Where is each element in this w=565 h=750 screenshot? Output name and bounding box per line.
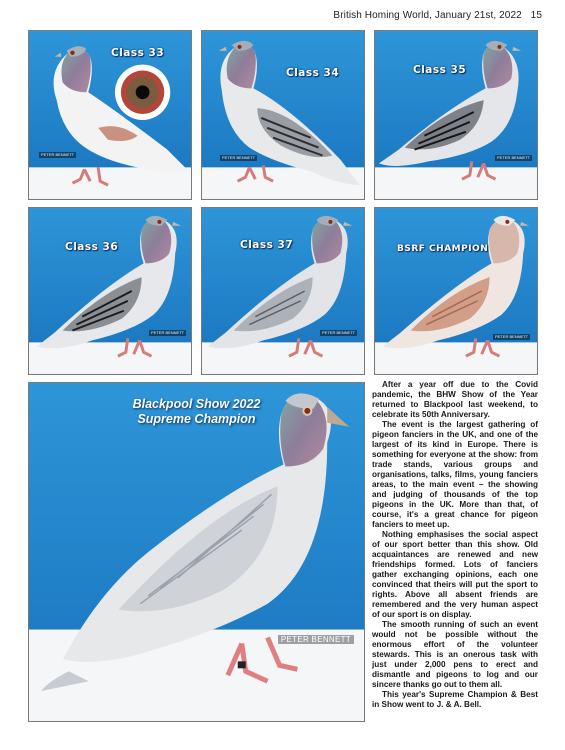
article-paragraph: After a year off due to the Covid pandemic, the BHW Show of the Year returned to Blackpool last weekend, to celebrate its 50th Anniversary.: [372, 380, 538, 419]
photo-credit: PETER BENNETT: [497, 155, 531, 160]
article-paragraph: Nothing emphasises the social aspect of our sport better than this show. Old acquaintances are renewed and new friendships formed. Lots of fanciers gather exchanging opinions, each one convinced that theirs will put the sport to rights. Above all absent friends are remembered and the very human aspect of our sport is on display.: [372, 530, 538, 619]
photo-credit: PETER BENNETT: [151, 330, 185, 335]
photo-class-36: [28, 207, 192, 375]
photo-bsrf-champion: [374, 207, 538, 375]
class-label: Class 34: [286, 67, 340, 79]
class-label: Class 37: [240, 239, 294, 251]
page-number: 15: [530, 10, 542, 21]
photo-supreme-champion: [28, 382, 365, 722]
pigeon-image: [202, 208, 364, 374]
class-label: BSRF CHAMPION: [397, 244, 489, 254]
class-label: Class 35: [413, 64, 467, 76]
photo-class-35: [374, 30, 538, 200]
article-paragraph: The smooth running of such an event would not be possible without the enormous effort of the volunteer stewards. This is an onerous task with just under 2,000 pens to erect and dismantle and pigeons to log and our sincere thanks go out to them all.: [372, 620, 538, 689]
photo-class-34: [201, 30, 365, 200]
feature-title-line2: Supreme Champion: [137, 412, 256, 426]
article-paragraph: This year's Supreme Champion & Best in Show went to J. & A. Bell.: [372, 690, 538, 709]
class-label: Class 33: [111, 47, 165, 59]
feature-photo-credit: PETER BENNETT: [278, 635, 354, 644]
pigeon-image: [375, 208, 537, 374]
pigeon-image: [202, 31, 364, 199]
pigeon-image: [375, 31, 537, 199]
photo-credit: PETER BENNETT: [41, 152, 75, 157]
pigeon-image: [29, 383, 364, 721]
pigeon-image: [29, 208, 191, 374]
photo-credit: PETER BENNETT: [322, 330, 356, 335]
photo-credit: PETER BENNETT: [495, 334, 529, 339]
article-paragraph: The event is the largest gathering of pigeon fanciers in the UK, and one of the largest of its kind in Europe. There is something for everyone at the show: from trade stands, various groups and organisations, talks, films, young fanciers areas, to the main event – the showing and judging of thousands of the top pigeons in the UK. More than that, of course, it's a great chance for pigeon fanciers to meet up.: [372, 420, 538, 529]
photo-credit: PETER BENNETT: [222, 155, 256, 160]
page-header: [333, 10, 542, 21]
photo-class-33: [28, 30, 192, 200]
photo-class-37: [201, 207, 365, 375]
publication-line: British Homing World, January 21st, 2022: [333, 10, 522, 21]
feature-title: [29, 397, 364, 427]
feature-title-line1: Blackpool Show 2022: [132, 397, 261, 411]
pigeon-image: [29, 31, 191, 199]
article-body: [372, 380, 538, 710]
class-label: Class 36: [65, 241, 119, 253]
